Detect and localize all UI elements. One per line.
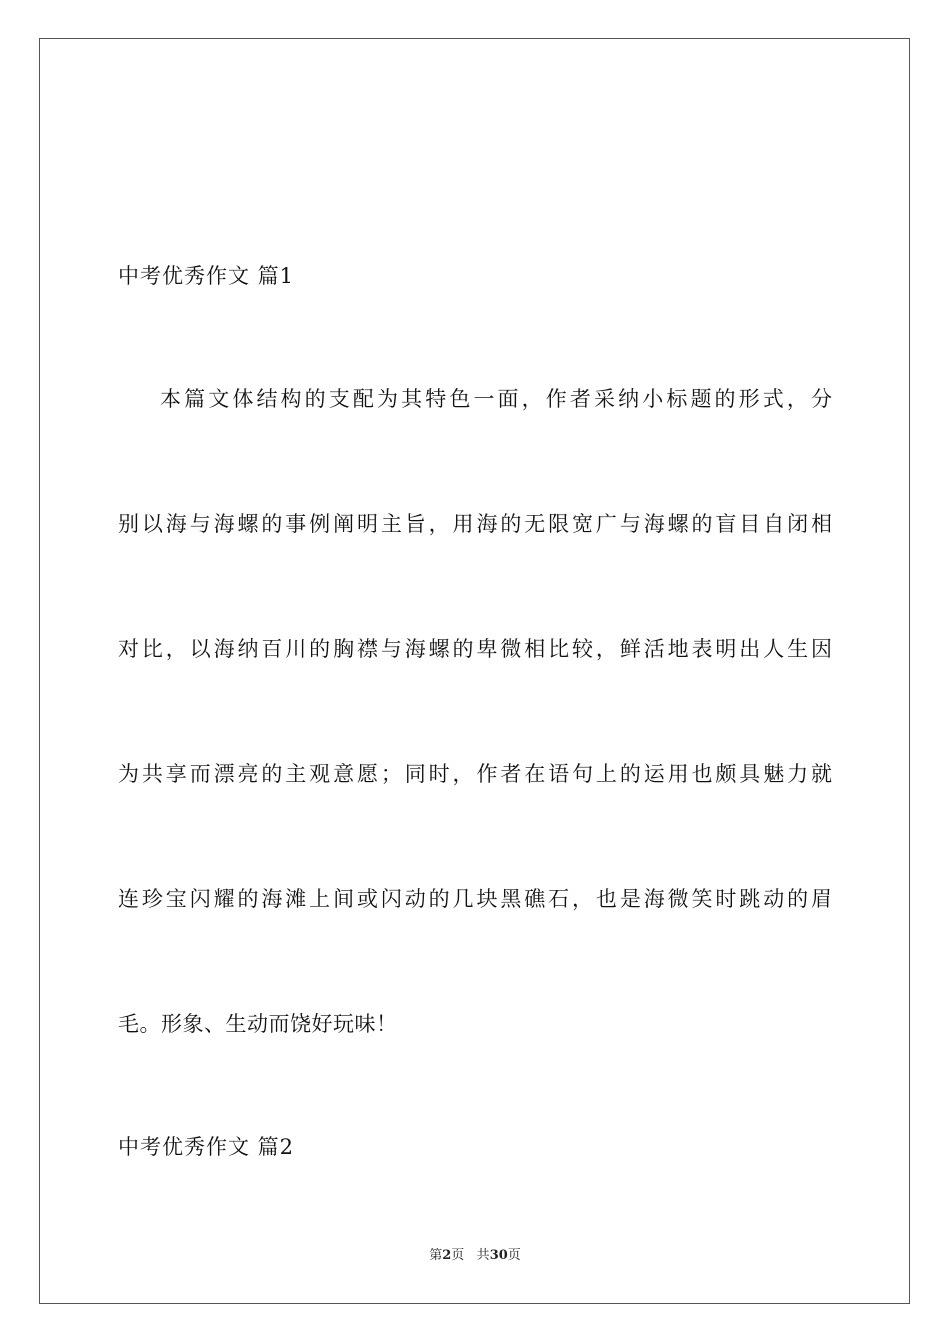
footer-page-number: 2 bbox=[442, 1248, 452, 1263]
footer-total-prefix: 共 bbox=[476, 1248, 490, 1263]
paragraph-line-last: 毛。形象、生动而饶好玩味！ bbox=[118, 1012, 398, 1036]
paragraph-line: 别以海与海螺的事例阐明主旨，用海的无限宽广与海螺的盲目自闭相 bbox=[118, 512, 832, 536]
footer-page-prefix: 第 bbox=[429, 1248, 443, 1263]
paragraph-line: 为共享而漂亮的主观意愿；同时，作者在语句上的运用也颇具魅力就 bbox=[118, 762, 832, 786]
footer-total-suffix: 页 bbox=[507, 1248, 521, 1263]
paragraph-line: 对比，以海纳百川的胸襟与海螺的卑微相比较，鲜活地表明出人生因 bbox=[118, 637, 832, 661]
section-2-heading: 中考优秀作文 篇2 bbox=[118, 1135, 295, 1159]
paragraph-line: 本篇文体结构的支配为其特色一面，作者采纳小标题的形式，分 bbox=[160, 387, 832, 411]
footer-total-pages: 30 bbox=[489, 1248, 508, 1263]
page-border bbox=[39, 38, 910, 1304]
footer-page-suffix: 页 bbox=[451, 1248, 465, 1263]
paragraph-line: 连珍宝闪耀的海滩上间或闪动的几块黑礁石，也是海微笑时跳动的眉 bbox=[118, 887, 832, 911]
page-footer bbox=[0, 1247, 950, 1265]
section-1-heading: 中考优秀作文 篇1 bbox=[118, 264, 295, 288]
